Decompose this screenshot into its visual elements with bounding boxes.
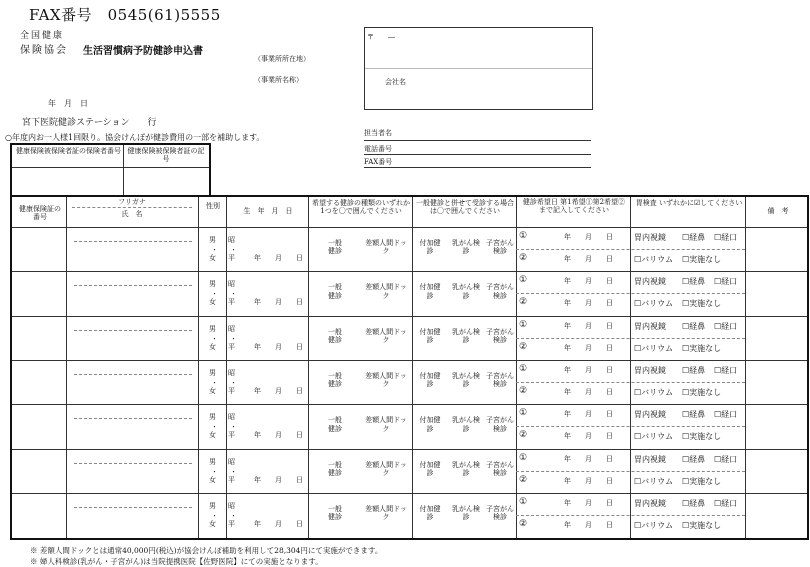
oral-checkbox[interactable]: ☐経口 xyxy=(714,498,738,508)
pref1-label: ① xyxy=(519,319,528,330)
not-performed-checkbox[interactable]: ☐実施なし xyxy=(682,476,722,486)
pref1-date[interactable]: 年 月 日 xyxy=(564,410,613,419)
not-performed-checkbox[interactable]: ☐実施なし xyxy=(682,299,722,309)
endoscope-option[interactable]: 胃内視鏡 xyxy=(634,410,666,420)
address-label: （事業所所在地） xyxy=(254,55,310,63)
endoscope-option[interactable]: 胃内視鏡 xyxy=(634,233,666,242)
furigana-header: フリガナ xyxy=(118,198,146,206)
era-showa[interactable]: 昭 xyxy=(228,413,235,422)
sex-female[interactable]: 女 xyxy=(209,519,216,528)
pref2-date[interactable]: 年 月 日 xyxy=(564,432,613,441)
addon-header: 一般健診と併せて受診する場合は〇で囲んでください xyxy=(416,199,514,216)
breast-cancer-screening[interactable]: 乳がん検診 xyxy=(452,283,480,300)
pref1-label: ① xyxy=(519,363,528,374)
pref2-date[interactable]: 年 月 日 xyxy=(564,520,613,529)
sex-separator: ・ xyxy=(211,423,218,432)
pref2-label: ② xyxy=(519,253,528,263)
nasal-checkbox[interactable]: ☐経鼻 xyxy=(682,277,706,287)
not-performed-checkbox[interactable]: ☐実施なし xyxy=(682,343,722,353)
contact-person-line[interactable] xyxy=(364,140,591,141)
barium-checkbox[interactable]: ☐バリウム xyxy=(634,387,674,397)
pref2-date[interactable]: 年 月 日 xyxy=(564,255,613,263)
cervical-cancer-screening[interactable]: 子宮がん検診 xyxy=(486,283,514,300)
era-separator: ・ xyxy=(230,511,237,520)
sex-separator: ・ xyxy=(211,334,218,343)
pref2-label: ② xyxy=(519,385,528,396)
endoscope-option[interactable]: 胃内視鏡 xyxy=(634,321,666,331)
contact-person-label: 担当者名 xyxy=(364,129,392,137)
addon-checkup[interactable]: 付加健診 xyxy=(419,416,441,433)
sex-separator: ・ xyxy=(211,511,218,520)
pref1-date[interactable]: 年 月 日 xyxy=(564,277,613,286)
barium-checkbox[interactable]: ☐バリウム xyxy=(634,255,674,264)
sex-female[interactable]: 女 xyxy=(209,475,216,484)
footnote-dock: ※ 差額人間ドックとは通常40,000円(税込)が協会けんぽ補助を利用して28,304円にて実施ができます。 xyxy=(30,546,383,555)
sex-male[interactable]: 男 xyxy=(209,280,216,289)
pref1-date[interactable]: 年 月 日 xyxy=(564,365,613,374)
nasal-checkbox[interactable]: ☐経鼻 xyxy=(682,498,706,508)
sex-female[interactable]: 女 xyxy=(209,298,216,307)
barium-checkbox[interactable]: ☐バリウム xyxy=(634,432,674,442)
era-heisei[interactable]: 平 xyxy=(228,342,235,351)
birth-date[interactable]: 年 月 日 xyxy=(254,475,303,484)
not-performed-checkbox[interactable]: ☐実施なし xyxy=(682,432,722,442)
type-header: 希望する健診の種類のいずれか1つを〇で囲んでください xyxy=(312,199,410,216)
form-title: 生活習慣病予防健診申込書 xyxy=(83,46,203,57)
endoscope-option[interactable]: 胃内視鏡 xyxy=(634,454,666,464)
sex-female[interactable]: 女 xyxy=(209,342,216,351)
cervical-cancer-screening[interactable]: 子宮がん検診 xyxy=(486,416,514,433)
birth-date[interactable]: 年 月 日 xyxy=(254,519,303,528)
general-checkup[interactable]: 一般健診 xyxy=(328,416,342,433)
insurance-box[interactable] xyxy=(10,143,211,197)
insurance-no-header: 健康保険証の番号 xyxy=(19,205,61,222)
org-line2: 保険協会 xyxy=(20,45,68,56)
not-performed-checkbox[interactable]: ☐実施なし xyxy=(682,255,722,264)
diff-dock[interactable]: 差額人間ドック xyxy=(365,239,407,256)
phone-line[interactable] xyxy=(364,154,591,155)
sex-male[interactable]: 男 xyxy=(209,413,216,422)
era-showa[interactable]: 昭 xyxy=(228,324,235,333)
fax-line[interactable] xyxy=(364,167,591,168)
addon-checkup[interactable]: 付加健診 xyxy=(419,460,441,477)
birth-header: 生 年 月 日 xyxy=(243,207,293,215)
cervical-cancer-screening[interactable]: 子宮がん検診 xyxy=(486,327,514,344)
era-separator: ・ xyxy=(230,334,237,343)
nasal-checkbox[interactable]: ☐経鼻 xyxy=(682,233,706,242)
oral-checkbox[interactable]: ☐経口 xyxy=(714,410,738,420)
cervical-cancer-screening[interactable]: 子宮がん検診 xyxy=(486,504,514,522)
birth-date[interactable]: 年 月 日 xyxy=(254,342,303,351)
endoscope-option[interactable]: 胃内視鏡 xyxy=(634,498,666,508)
breast-cancer-screening[interactable]: 乳がん検診 xyxy=(452,460,480,477)
era-showa[interactable]: 昭 xyxy=(228,280,235,289)
breast-cancer-screening[interactable]: 乳がん検診 xyxy=(452,327,480,344)
cervical-cancer-screening[interactable]: 子宮がん検診 xyxy=(486,239,514,256)
sex-male[interactable]: 男 xyxy=(209,457,216,466)
endoscope-option[interactable]: 胃内視鏡 xyxy=(634,365,666,375)
era-showa[interactable]: 昭 xyxy=(228,236,235,244)
footnote-gyn: ※ 婦人科検診(乳がん・子宮がん)は当院提携医院【佐野医院】にての実施となります。 xyxy=(30,557,323,566)
name-header: 氏 名 xyxy=(121,210,143,218)
dates-header: 健診希望日 第1希望①第2希望②まで記入してください xyxy=(522,198,626,215)
pref1-label: ① xyxy=(519,496,528,507)
org-line1: 全国健康 xyxy=(20,31,65,41)
barium-checkbox[interactable]: ☐バリウム xyxy=(634,299,674,309)
addon-checkup[interactable]: 付加健診 xyxy=(419,239,441,256)
era-heisei[interactable]: 平 xyxy=(228,254,235,262)
oral-checkbox[interactable]: ☐経口 xyxy=(714,365,738,375)
general-checkup[interactable]: 一般健診 xyxy=(328,504,342,522)
breast-cancer-screening[interactable]: 乳がん検診 xyxy=(452,416,480,433)
sex-male[interactable]: 男 xyxy=(209,236,216,244)
addon-checkup[interactable]: 付加健診 xyxy=(419,283,441,300)
pref1-label: ① xyxy=(519,275,528,286)
pref1-date[interactable]: 年 月 日 xyxy=(564,321,613,330)
general-checkup[interactable]: 一般健診 xyxy=(328,327,342,344)
insurer-number-header: 健康保険被保険者証の保険者番号 xyxy=(16,147,121,155)
oral-checkbox[interactable]: ☐経口 xyxy=(714,233,738,242)
cervical-cancer-screening[interactable]: 子宮がん検診 xyxy=(486,371,514,389)
era-showa[interactable]: 昭 xyxy=(228,368,235,377)
phone-label: 電話番号 xyxy=(364,145,392,153)
company-name-label: （事業所名称） xyxy=(254,76,303,84)
diff-dock[interactable]: 差額人間ドック xyxy=(365,504,407,522)
barium-checkbox[interactable]: ☐バリウム xyxy=(634,520,674,530)
nasal-checkbox[interactable]: ☐経鼻 xyxy=(682,410,706,420)
sex-male[interactable]: 男 xyxy=(209,324,216,333)
general-checkup[interactable]: 一般健診 xyxy=(328,371,342,389)
era-separator: ・ xyxy=(230,246,237,254)
divider xyxy=(123,145,124,195)
pref2-date[interactable]: 年 月 日 xyxy=(564,343,613,352)
sex-separator: ・ xyxy=(211,378,218,387)
era-heisei[interactable]: 平 xyxy=(228,298,235,307)
pref2-label: ② xyxy=(519,430,528,441)
era-showa[interactable]: 昭 xyxy=(228,501,235,510)
breast-cancer-screening[interactable]: 乳がん検診 xyxy=(452,371,480,389)
barium-checkbox[interactable]: ☐バリウム xyxy=(634,476,674,486)
diff-dock[interactable]: 差額人間ドック xyxy=(365,371,407,389)
oral-checkbox[interactable]: ☐経口 xyxy=(714,321,738,331)
era-heisei[interactable]: 平 xyxy=(228,475,235,484)
birth-date[interactable]: 年 月 日 xyxy=(254,431,303,440)
general-checkup[interactable]: 一般健診 xyxy=(328,460,342,477)
era-heisei[interactable]: 平 xyxy=(228,431,235,440)
sex-female[interactable]: 女 xyxy=(209,254,216,262)
birth-date[interactable]: 年 月 日 xyxy=(254,254,303,262)
diff-dock[interactable]: 差額人間ドック xyxy=(365,416,407,433)
era-separator: ・ xyxy=(230,423,237,432)
era-separator: ・ xyxy=(230,378,237,387)
pref1-label: ① xyxy=(519,452,528,463)
stomach-header: 胃検査 いずれかに☑してください xyxy=(635,199,743,207)
pref1-label: ① xyxy=(519,231,528,241)
cervical-cancer-screening[interactable]: 子宮がん検診 xyxy=(486,460,514,477)
diff-dock[interactable]: 差額人間ドック xyxy=(365,460,407,477)
sex-female[interactable]: 女 xyxy=(209,386,216,395)
pref2-label: ② xyxy=(519,518,528,529)
application-table xyxy=(10,195,809,540)
addon-checkup[interactable]: 付加健診 xyxy=(419,504,441,522)
birth-date[interactable]: 年 月 日 xyxy=(254,386,303,395)
not-performed-checkbox[interactable]: ☐実施なし xyxy=(682,520,722,530)
sex-separator: ・ xyxy=(211,467,218,476)
era-showa[interactable]: 昭 xyxy=(228,457,235,466)
nasal-checkbox[interactable]: ☐経鼻 xyxy=(682,365,706,375)
divider xyxy=(72,207,192,208)
company-label: 会社名 xyxy=(385,78,406,86)
pref2-label: ② xyxy=(519,297,528,308)
endoscope-option[interactable]: 胃内視鏡 xyxy=(634,277,666,287)
oral-checkbox[interactable]: ☐経口 xyxy=(714,277,738,287)
application-date: 年 月 日 xyxy=(48,99,88,108)
pref2-date[interactable]: 年 月 日 xyxy=(564,476,613,485)
pref2-date[interactable]: 年 月 日 xyxy=(564,299,613,308)
era-heisei[interactable]: 平 xyxy=(228,386,235,395)
divider xyxy=(365,68,592,69)
insurance-symbol-header: 健康保険被保険者証の記号 xyxy=(127,147,205,163)
nasal-checkbox[interactable]: ☐経鼻 xyxy=(682,454,706,464)
sex-separator: ・ xyxy=(211,290,218,299)
general-checkup[interactable]: 一般健診 xyxy=(328,283,342,300)
pref1-date[interactable]: 年 月 日 xyxy=(564,233,613,241)
fax-number: FAX番号 0545(61)5555 xyxy=(29,6,221,24)
general-checkup[interactable]: 一般健診 xyxy=(328,239,342,256)
sex-male[interactable]: 男 xyxy=(209,501,216,510)
sex-female[interactable]: 女 xyxy=(209,431,216,440)
diff-dock[interactable]: 差額人間ドック xyxy=(365,327,407,344)
addon-checkup[interactable]: 付加健診 xyxy=(419,371,441,389)
breast-cancer-screening[interactable]: 乳がん検診 xyxy=(452,239,480,256)
nasal-checkbox[interactable]: ☐経鼻 xyxy=(682,321,706,331)
subsidy-note: ○年度内お一人様1回限り。協会けんぽが健診費用の一部を補助します。 xyxy=(5,133,265,142)
pref2-label: ② xyxy=(519,474,528,485)
postal-label: 〒 ― xyxy=(367,33,395,41)
address-box[interactable] xyxy=(364,27,593,110)
breast-cancer-screening[interactable]: 乳がん検診 xyxy=(452,504,480,522)
era-separator: ・ xyxy=(230,467,237,476)
fax-label: FAX番号 xyxy=(364,158,393,166)
birth-date[interactable]: 年 月 日 xyxy=(254,298,303,307)
era-separator: ・ xyxy=(230,290,237,299)
sex-male[interactable]: 男 xyxy=(209,368,216,377)
remarks-header: 備 考 xyxy=(767,207,789,215)
pref1-date[interactable]: 年 月 日 xyxy=(564,498,613,507)
pref2-date[interactable]: 年 月 日 xyxy=(564,387,613,396)
not-performed-checkbox[interactable]: ☐実施なし xyxy=(682,387,722,397)
diff-dock[interactable]: 差額人間ドック xyxy=(365,283,407,300)
pref1-label: ① xyxy=(519,408,528,419)
sex-separator: ・ xyxy=(211,246,218,254)
pref1-date[interactable]: 年 月 日 xyxy=(564,454,613,463)
pref2-label: ② xyxy=(519,341,528,352)
barium-checkbox[interactable]: ☐バリウム xyxy=(634,343,674,353)
recipient-station: 宮下医院健診ステーション 行 xyxy=(22,118,157,128)
oral-checkbox[interactable]: ☐経口 xyxy=(714,454,738,464)
sex-header: 性別 xyxy=(206,202,220,210)
addon-checkup[interactable]: 付加健診 xyxy=(419,327,441,344)
era-heisei[interactable]: 平 xyxy=(228,519,235,528)
